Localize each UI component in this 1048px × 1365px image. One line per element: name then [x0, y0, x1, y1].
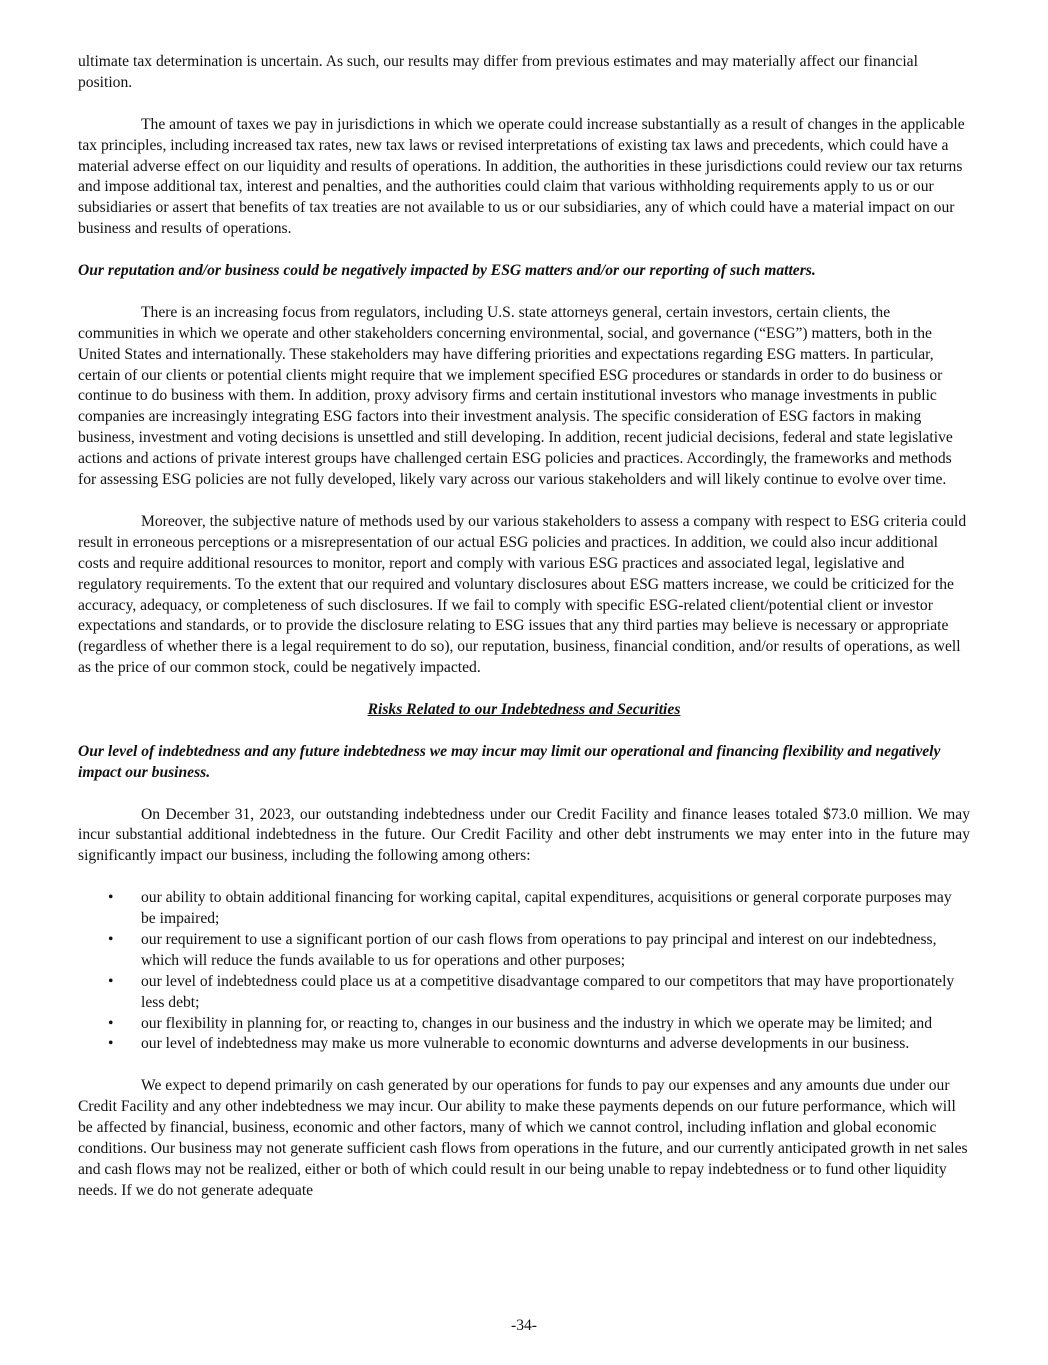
indebtedness-risk-heading: Our level of indebtedness and any future indebtedness we may incur may limit our operational and financing flexibility and negatively impact our business.	[78, 742, 941, 781]
list-item	[78, 972, 970, 1014]
document-page	[78, 52, 970, 1202]
paragraph-cash-dependence: We expect to depend primarily on cash generated by our operations for funds to pay our expenses and any amounts due under our Credit Facility and any other indebtedness we may incur. Our ability to make these payments depends on our future performance, which will be affected by financial, business, economic and other factors, many of which we cannot control, including inflation and global economic conditions. Our business may not generate sufficient cash flows from operations in the future, and our currently anticipated growth in net sales and cash flows may not be realized, either or both of which could result in our being unable to repay indebtedness or to fund other liquidity needs. If we do not generate adequate	[78, 1077, 968, 1199]
list-item	[78, 1034, 970, 1055]
list-item	[78, 930, 970, 972]
bullet-marker: •	[108, 930, 114, 948]
list-item-text: our flexibility in planning for, or reacting to, changes in our business and the industry in which we operate may be limited; and	[141, 1014, 933, 1032]
bullet-marker: •	[108, 1014, 114, 1032]
list-item-text: our level of indebtedness may make us more vulnerable to economic downturns and adverse developments in our business.	[141, 1035, 910, 1053]
list-item	[78, 888, 970, 930]
paragraph-esg-focus: There is an increasing focus from regulators, including U.S. state attorneys general, certain investors, certain clients, the communities in which we operate and other stakeholders concerning environmental, social, and governance (“ESG”) matters, both in the United States and internationally. These stakeholders may have differing priorities and expectations regarding ESG matters. In particular, certain of our clients or potential clients might require that we implement specified ESG procedures or standards in order to do business or continue to do business with them. In addition, proxy advisory firms and certain institutional investors who manage investments in public companies are increasingly integrating ESG factors into their investment analysis. The specific consideration of ESG factors in making business, investment and voting decisions is unsettled and still developing. In addition, recent judicial decisions, federal and state legislative actions and actions of private interest groups have challenged certain ESG policies and practices. Accordingly, the frameworks and methods for assessing ESG policies are not fully developed, likely vary across our various stakeholders and will likely continue to evolve over time.	[78, 303, 953, 489]
esg-risk-heading: Our reputation and/or business could be negatively impacted by ESG matters and/or our reporting of such matters.	[78, 262, 816, 280]
paragraph-indebtedness-intro: On December 31, 2023, our outstanding indebtedness under our Credit Facility and finance leases totaled $73.0 million. We may incur substantial additional indebtedness in the future. Our Credit Facility and other debt instruments we may enter into in the future may significantly impact our business, including the following among others:	[78, 805, 970, 865]
bullet-marker: •	[108, 972, 114, 990]
section-title-indebtedness: Risks Related to our Indebtedness and Securities	[367, 701, 681, 719]
bullet-marker: •	[108, 889, 114, 907]
list-item-text: our ability to obtain additional financing for working capital, capital expenditures, acquisitions or general corporate purposes may be impaired;	[141, 889, 952, 928]
paragraph-tax-continuation: ultimate tax determination is uncertain. As such, our results may differ from previous estimates and may materially affect our financial position.	[78, 53, 918, 91]
paragraph-tax-amount: The amount of taxes we pay in jurisdictions in which we operate could increase substantially as a result of changes in the applicable tax principles, including increased tax rates, new tax laws or revised interpretations of existing tax laws and precedents, which could have a material adverse effect on our liquidity and results of operations. In addition, the authorities in these jurisdictions could review our tax returns and impose additional tax, interest and penalties, and the authorities could claim that various withholding requirements apply to us or our subsidiaries or assert that benefits of tax treaties are not available to us or our subsidiaries, any of which could have a material impact on our business and results of operations.	[78, 115, 965, 238]
indebtedness-impact-list	[78, 888, 970, 1055]
paragraph-esg-methods: Moreover, the subjective nature of methods used by our various stakeholders to assess a company with respect to ESG criteria could result in erroneous perceptions or a misrepresentation of our actual ESG policies and practices. In addition, we could also incur additional costs and require additional resources to monitor, report and comply with various ESG practices and associated legal, legislative and regulatory requirements. To the extent that our required and voluntary disclosures about ESG matters increase, we could be criticized for the accuracy, adequacy, or completeness of such disclosures. If we fail to comply with specific ESG-related client/potential client or investor expectations and standards, or to provide the disclosure relating to ESG issues that any third parties may believe is necessary or appropriate (regardless of whether there is a legal requirement to do so), our reputation, business, financial condition, and/or results of operations, as well as the price of our common stock, could be negatively impacted.	[78, 512, 967, 677]
bullet-marker: •	[108, 1035, 114, 1053]
page-number: -34-	[511, 1317, 537, 1334]
list-item-text: our level of indebtedness could place us at a competitive disadvantage compared to our competitors that may have proportionately less debt;	[141, 972, 955, 1011]
list-item-text: our requirement to use a significant portion of our cash flows from operations to pay principal and interest on our indebtedness, which will reduce the funds available to us for operations and other purposes;	[141, 930, 937, 969]
list-item	[78, 1014, 970, 1035]
